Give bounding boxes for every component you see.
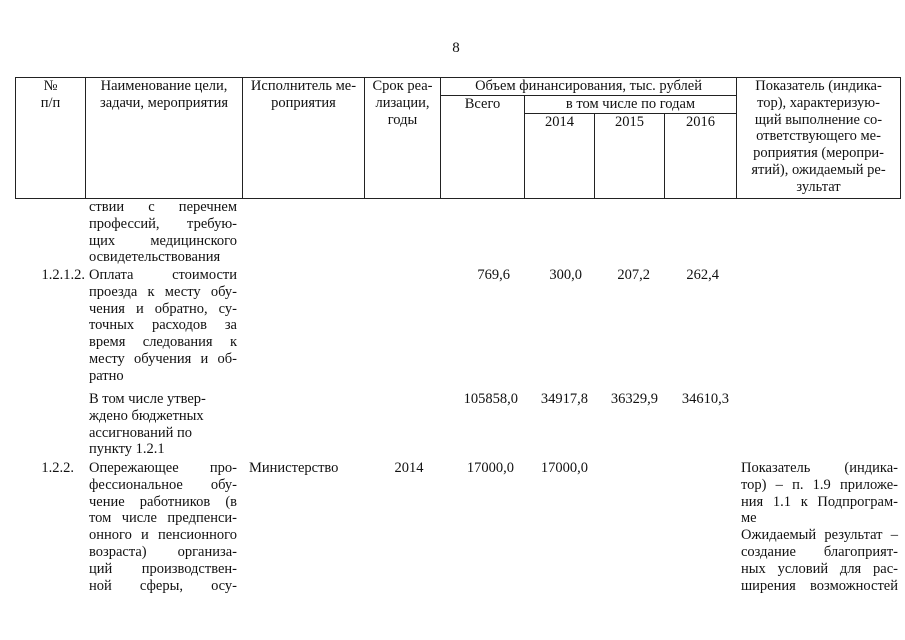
- approved-budget-label: В том числе утвер- ждено бюджетных ассигнований по пункту 1.2.1: [89, 391, 206, 458]
- table-header: [15, 77, 901, 199]
- measure-name: Опережающее про- фессиональное обу- чение работников (в том числе предпенси- онного и пенсионного возраста) организа- ций производствен- ной сферы, осу-: [89, 460, 237, 594]
- total-value: 769,6: [477, 267, 510, 283]
- header-number: № п/п: [16, 78, 86, 199]
- measure-name: Оплата стоимости проезда к месту обу- чения и обратно, су- точных расходов за время следования к месту обучения и об- ратно: [89, 267, 237, 384]
- header-funding: Объем финансирования, тыс. рублей: [441, 78, 737, 96]
- continuation-text: ствии с перечнем профессий, требую- щих медицинского освидетельствования: [89, 199, 237, 266]
- indicator-text: Показатель (индика- тор) – п. 1.9 приложе- ния 1.1 к Подпрограм- ме Ожидаемый результат – создание благоприят- ных условий для рас- ширения возможностей: [741, 460, 898, 594]
- value-2015: 207,2: [617, 267, 650, 283]
- header-executor: Исполнитель ме- роприятия: [243, 78, 365, 199]
- term: 2014: [394, 460, 424, 476]
- value-2015: 36329,9: [610, 391, 658, 407]
- value-2016: 262,4: [686, 267, 719, 283]
- row-number: 1.2.1.2.: [41, 267, 85, 283]
- value-2014: 34917,8: [540, 391, 588, 407]
- executor: Министерство: [249, 460, 339, 476]
- value-2016: 34610,3: [681, 391, 729, 407]
- page-number: 8: [452, 40, 460, 56]
- header-by-years: в том числе по годам: [525, 95, 737, 113]
- header-year-2016: 2016: [665, 113, 737, 198]
- header-total: Всего: [441, 95, 525, 198]
- header-indicator: Показатель (индика- тор), характеризую- щий выполнение со- ответствующего ме- роприятия (меропри- ятий), ожидаемый ре- зультат: [737, 78, 901, 199]
- total-value: 105858,0: [463, 391, 518, 407]
- header-year-2014: 2014: [525, 113, 595, 198]
- total-value: 17000,0: [466, 460, 514, 476]
- header-year-2015: 2015: [595, 113, 665, 198]
- row-number: 1.2.2.: [41, 460, 74, 476]
- header-term: Срок реа- лизации, годы: [365, 78, 441, 199]
- value-2014: 17000,0: [540, 460, 588, 476]
- header-name: Наименование цели, задачи, мероприятия: [86, 78, 243, 199]
- value-2014: 300,0: [549, 267, 582, 283]
